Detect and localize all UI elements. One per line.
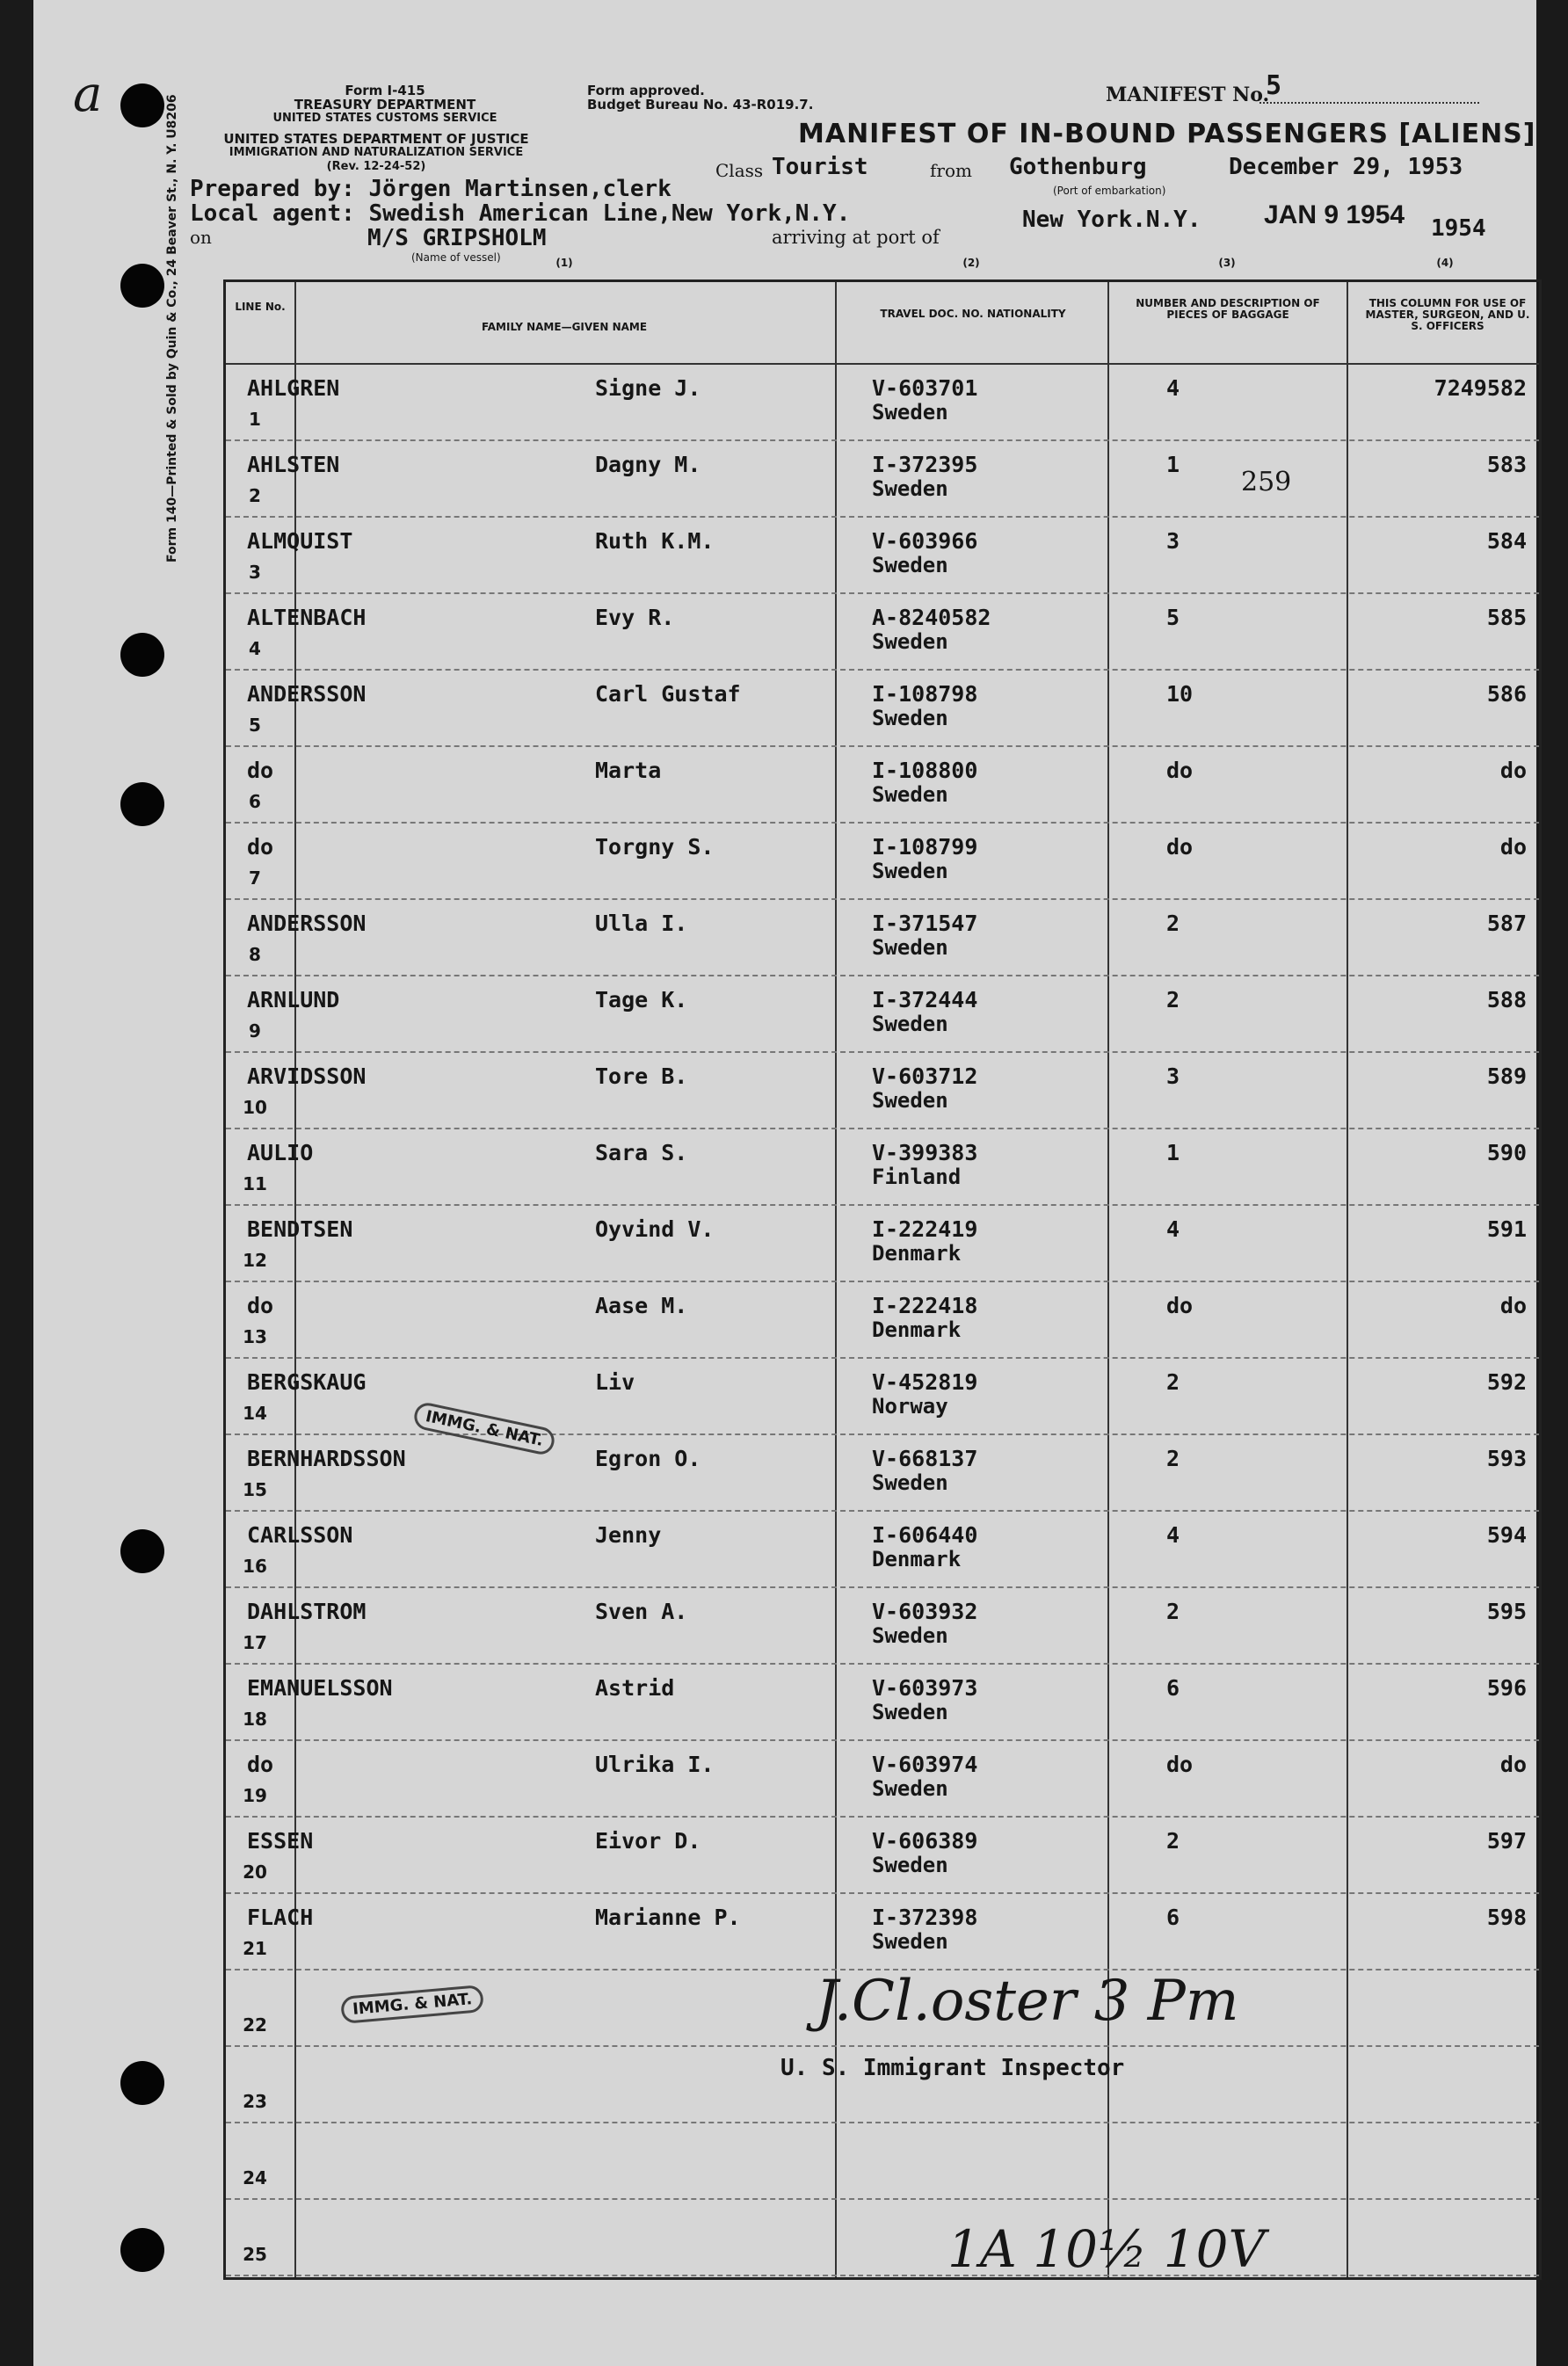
table-row [226,898,1539,976]
nationality: Sweden [872,1700,948,1724]
line-number: 19 [243,1785,267,1806]
side-printer-line: Form 140—Printed & Sold by Quin & Co., 24 Beaver St., N. Y. U8206 [165,94,179,562]
arrival-date-stamp: JAN 9 1954 [1264,200,1405,229]
nationality: Sweden [872,935,948,960]
arrival-port: New York.N.Y. [1022,207,1201,233]
travel-doc-number: V-603974 [872,1752,978,1777]
family-name: ESSEN [247,1828,314,1854]
family-name: FLACH [247,1905,314,1930]
table-row [226,363,1539,441]
line-number: 12 [243,1250,267,1271]
family-name: do [247,758,274,783]
line-number: 4 [249,638,261,659]
given-name: Ulrika I. [595,1752,715,1777]
travel-doc-number: V-603701 [872,375,978,401]
nationality: Norway [872,1394,948,1419]
officer-number: 595 [1486,1599,1527,1624]
nationality: Sweden [872,782,948,807]
nationality: Sweden [872,1853,948,1877]
nationality: Sweden [872,859,948,883]
line-number: 6 [249,791,261,812]
col-header-name: FAMILY NAME—GIVEN NAME [481,321,648,333]
given-name: Carl Gustaf [595,681,741,707]
line-number: 21 [243,1938,267,1959]
family-name: AHLGREN [247,375,340,401]
line-number: 13 [243,1326,267,1347]
nationality: Denmark [872,1241,962,1266]
family-name: AULIO [247,1140,314,1165]
nationality: Denmark [872,1547,962,1571]
nationality: Sweden [872,1470,948,1495]
given-name: Liv [595,1369,635,1395]
table-row [226,669,1539,747]
col-header-baggage: NUMBER AND DESCRIPTION OF PIECES OF BAGGAGE [1136,297,1320,321]
given-name: Egron O. [595,1446,701,1471]
travel-doc-number: V-399383 [872,1140,978,1165]
officer-number: 588 [1486,987,1527,1012]
baggage-count: 2 [1166,1446,1180,1471]
vessel-caption: (Name of vessel) [411,251,501,264]
table-row [226,516,1539,594]
baggage-count: 6 [1166,1905,1180,1930]
form-header-justice [192,132,561,174]
col-header-line: LINE No. [235,301,286,313]
arriving-label: arriving at port of [772,227,940,248]
baggage-count: 4 [1166,1216,1180,1242]
nationality: Denmark [872,1317,962,1342]
baggage-count: 1 [1166,1140,1180,1165]
officer-number: 590 [1486,1140,1527,1165]
baggage-count: 2 [1166,911,1180,936]
table-row [226,2122,1539,2200]
line-number: 18 [243,1709,267,1730]
baggage-count: 3 [1166,528,1180,554]
table-row [226,2198,1539,2276]
col-num-4: (4) [1436,257,1454,269]
baggage-count: do [1166,1752,1194,1777]
baggage-count: 4 [1166,375,1180,401]
family-name: do [247,834,274,860]
baggage-count: 6 [1166,1675,1180,1701]
baggage-count: 2 [1166,1599,1180,1624]
travel-doc-number: I-372395 [872,452,978,477]
family-name: do [247,1293,274,1318]
table-row [226,1586,1539,1665]
line-number: 10 [243,1097,267,1118]
line-number: 24 [243,2167,267,2188]
port-of-embarkation: Gothenburg [1009,154,1147,180]
given-name: Aase M. [595,1293,688,1318]
officer-number: 598 [1486,1905,1527,1930]
officer-number: 584 [1486,528,1527,554]
line-number: 8 [249,944,261,965]
travel-doc-number: I-371547 [872,911,978,936]
officer-number: 592 [1486,1369,1527,1395]
inspector-title: U. S. Immigrant Inspector [780,2055,1125,2081]
line-number: 7 [249,867,261,889]
officer-number: 589 [1486,1063,1527,1089]
travel-doc-number: I-372444 [872,987,978,1012]
travel-doc-number: V-668137 [872,1446,978,1471]
given-name: Jenny [595,1522,662,1548]
travel-doc-number: I-222418 [872,1293,978,1318]
given-name: Eivor D. [595,1828,701,1854]
from-label: from [930,160,972,181]
line-number: 11 [243,1173,267,1194]
col-num-2: (2) [962,257,980,269]
line-number: 5 [249,715,261,736]
line-number: 17 [243,1632,267,1653]
line-number: 16 [243,1556,267,1577]
line-number: 2 [249,485,261,506]
travel-doc-number: V-603966 [872,528,978,554]
port-caption: (Port of embarkation) [1053,185,1166,197]
binder-hole [120,782,164,826]
binder-hole [120,83,164,127]
officer-number: 586 [1486,681,1527,707]
officer-number: 596 [1486,1675,1527,1701]
family-name: ANDERSSON [247,911,367,936]
nationality: Sweden [872,1929,948,1954]
family-name: DAHLSTROM [247,1599,367,1624]
col-num-1: (1) [555,257,573,269]
table-row [226,439,1539,518]
manifest-number: 5 [1266,70,1282,101]
table-row [226,1051,1539,1129]
binder-hole [120,264,164,308]
officer-number: 7249582 [1434,375,1527,401]
baggage-count: 2 [1166,1828,1180,1854]
travel-doc-number: V-603932 [872,1599,978,1624]
departure-date: December 29, 1953 [1229,154,1463,180]
line-number: 22 [243,2014,267,2036]
line-number: 20 [243,1862,267,1883]
table-row [226,1816,1539,1894]
binder-hole [120,633,164,677]
nationality: Sweden [872,1012,948,1036]
table-row [226,1510,1539,1588]
officer-number: 587 [1486,911,1527,936]
table-row [226,1433,1539,1512]
baggage-count: do [1166,834,1194,860]
arrival-year: 1954 [1431,215,1486,242]
justice-dept: UNITED STATES DEPARTMENT OF JUSTICE [223,131,529,147]
budget-text: Budget Bureau No. 43-R019.7. [587,97,814,112]
col-header-officers: THIS COLUMN FOR USE OF MASTER, SURGEON, AND U. S. OFFICERS [1365,297,1530,332]
binder-hole [120,1529,164,1573]
given-name: Sven A. [595,1599,688,1624]
officer-number: do [1499,1293,1527,1318]
approved-text: Form approved. [587,83,705,98]
given-name: Signe J. [595,375,701,401]
family-name: AHLSTEN [247,452,340,477]
binder-hole [120,2061,164,2105]
family-name: BERGSKAUG [247,1369,367,1395]
ins-stamp: IMMG. & NAT. [340,1985,484,2024]
family-name: ANDERSSON [247,681,367,707]
manifest-number-line [1259,102,1479,104]
revision: (Rev. 12-24-52) [326,160,426,173]
baggage-count: 4 [1166,1522,1180,1548]
line-number: 1 [249,409,261,430]
table-row [226,745,1539,824]
given-name: Marta [595,758,662,783]
form-approved [587,83,813,112]
prepared-by: Prepared by: Jörgen Martinsen,clerk [190,176,671,202]
table-row [226,592,1539,671]
table-row [226,1663,1539,1741]
family-name: ARNLUND [247,987,340,1012]
family-name: ALMQUIST [247,528,353,554]
given-name: Ruth K.M. [595,528,715,554]
ins-stamp: IMMG. & NAT. [412,1400,557,1456]
baggage-count: 10 [1166,681,1194,707]
family-name: BERNHARDSSON [247,1446,406,1471]
col-num-3: (3) [1218,257,1236,269]
travel-doc-number: I-108798 [872,681,978,707]
officer-number: do [1499,758,1527,783]
family-name: CARLSSON [247,1522,353,1548]
bottom-handwritten-note: 1A 10½ 10V [947,2219,1266,2279]
customs-service: UNITED STATES CUSTOMS SERVICE [272,112,497,125]
nationality: Sweden [872,706,948,730]
form-number: Form I-415 [345,83,425,98]
manifest-label: MANIFEST No. [1106,83,1270,106]
nationality: Finland [872,1165,962,1189]
travel-doc-number: V-603712 [872,1063,978,1089]
nationality: Sweden [872,553,948,577]
line-number: 3 [249,562,261,583]
given-name: Marianne P. [595,1905,741,1930]
table-row [226,1892,1539,1970]
family-name: ARVIDSSON [247,1063,367,1089]
family-name: ALTENBACH [247,605,367,630]
given-name: Torgny S. [595,834,715,860]
class-value: Tourist [772,154,868,180]
family-name: BENDTSEN [247,1216,353,1242]
family-name: do [247,1752,274,1777]
officer-number: do [1499,1752,1527,1777]
table-row [226,1281,1539,1359]
binder-hole [120,2228,164,2272]
baggage-count: do [1166,1293,1194,1318]
line-number: 25 [243,2244,267,2265]
given-name: Sara S. [595,1140,688,1165]
line-number: 14 [243,1403,267,1424]
vessel-name: M/S GRIPSHOLM [367,225,547,251]
corner-mark: a [73,66,103,123]
table-row [226,1204,1539,1282]
given-name: Evy R. [595,605,675,630]
travel-doc-number: A-8240582 [872,605,991,630]
baggage-count: 3 [1166,1063,1180,1089]
table-row [226,1739,1539,1818]
officer-number: 597 [1486,1828,1527,1854]
given-name: Ulla I. [595,911,688,936]
baggage-count: 5 [1166,605,1180,630]
local-agent: Local agent: Swedish American Line,New York,N.Y. [190,200,851,227]
on-label: on [190,227,212,248]
travel-doc-number: V-452819 [872,1369,978,1395]
table-row [226,822,1539,900]
officer-number: 583 [1486,452,1527,477]
officer-number: 593 [1486,1446,1527,1471]
nationality: Sweden [872,476,948,501]
officer-number: do [1499,834,1527,860]
table-row [226,975,1539,1053]
travel-doc-number: I-108800 [872,758,978,783]
line-number: 9 [249,1020,261,1041]
travel-doc-number: I-372398 [872,1905,978,1930]
travel-doc-number: V-606389 [872,1828,978,1854]
inspector-signature: J.Cl.oster 3 Pm [816,1969,1239,2034]
officer-number: 594 [1486,1522,1527,1548]
officer-number: 591 [1486,1216,1527,1242]
given-name: Dagny M. [595,452,701,477]
col-header-travel: TRAVEL DOC. NO. NATIONALITY [880,308,1066,320]
row2-handwritten-note: 259 [1241,467,1292,497]
nationality: Sweden [872,1623,948,1648]
nationality: Sweden [872,1776,948,1801]
form-header-left [253,83,517,126]
travel-doc-number: V-603973 [872,1675,978,1701]
class-label: Class [715,160,764,181]
ins-service: IMMIGRATION AND NATURALIZATION SERVICE [229,146,524,159]
table-row [226,1128,1539,1206]
line-number: 15 [243,1479,267,1500]
treasury-dept: TREASURY DEPARTMENT [294,97,476,112]
manifest-sheet [33,0,1536,2366]
nationality: Sweden [872,629,948,654]
nationality: Sweden [872,400,948,425]
nationality: Sweden [872,1088,948,1113]
given-name: Tore B. [595,1063,688,1089]
family-name: EMANUELSSON [247,1675,393,1701]
given-name: Astrid [595,1675,675,1701]
travel-doc-number: I-108799 [872,834,978,860]
travel-doc-number: I-222419 [872,1216,978,1242]
baggage-count: 2 [1166,1369,1180,1395]
baggage-count: 1 [1166,452,1180,477]
officer-number: 585 [1486,605,1527,630]
manifest-title: MANIFEST OF IN-BOUND PASSENGERS [ALIENS] [798,119,1536,149]
given-name: Tage K. [595,987,688,1012]
baggage-count: do [1166,758,1194,783]
baggage-count: 2 [1166,987,1180,1012]
given-name: Oyvind V. [595,1216,715,1242]
travel-doc-number: I-606440 [872,1522,978,1548]
line-number: 23 [243,2091,267,2112]
